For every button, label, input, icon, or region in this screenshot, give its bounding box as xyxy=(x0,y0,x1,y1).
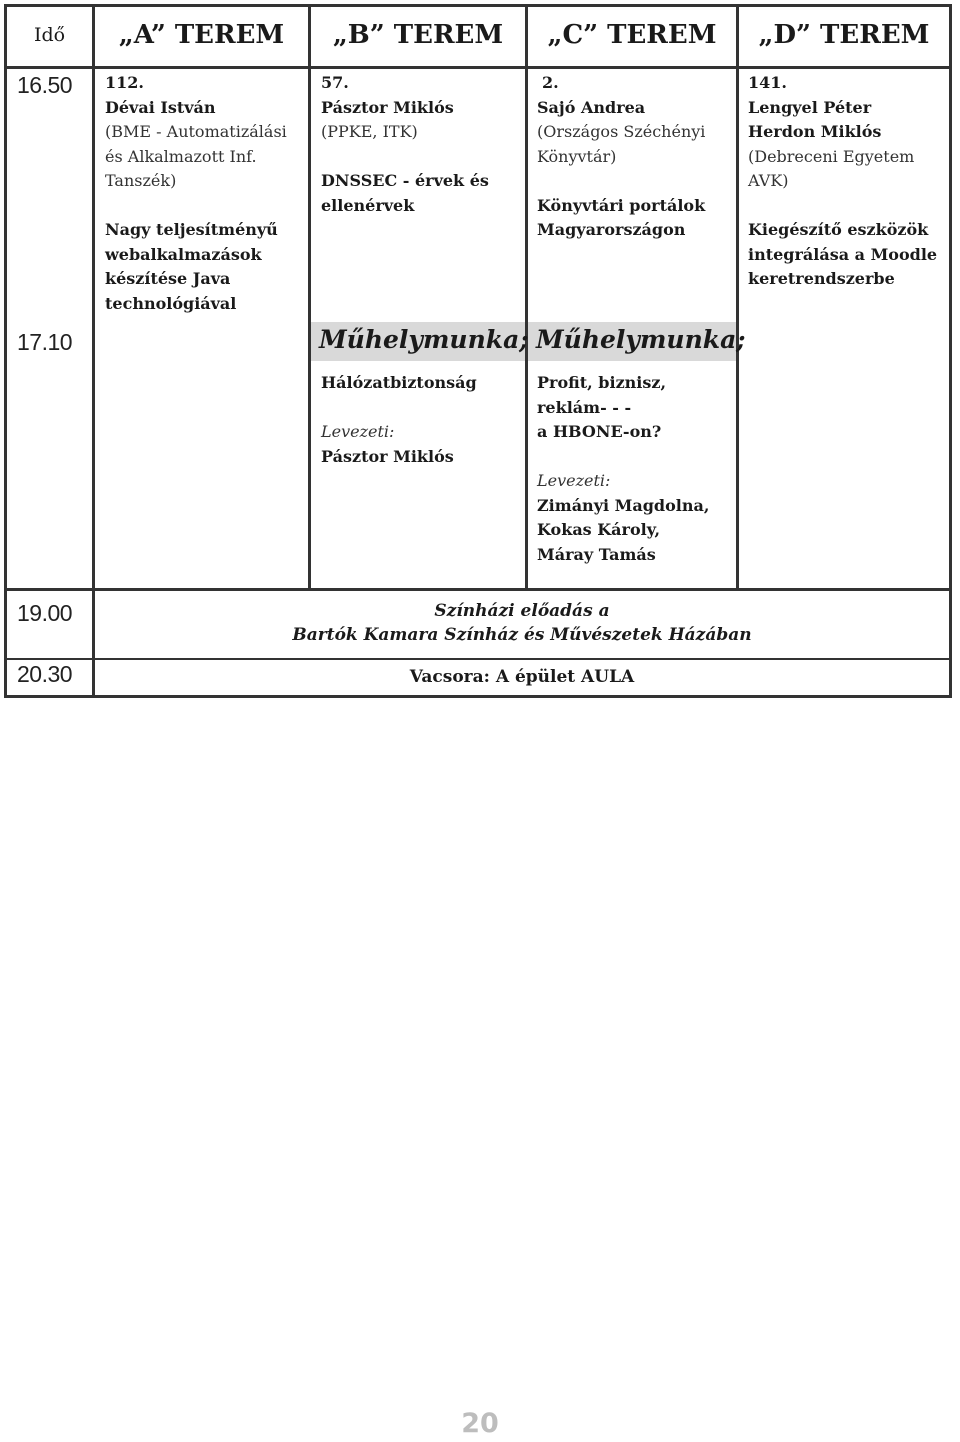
talk-title-line: webalkalmazások xyxy=(105,244,262,264)
col-divider-ab xyxy=(308,7,311,588)
header-room-a: „A” TEREM xyxy=(118,20,285,50)
time-slot-1: 16.50 xyxy=(17,72,73,98)
workshop-topic: reklám- - - xyxy=(537,397,632,417)
workshop-b xyxy=(321,371,521,469)
workshop-topic: Hálózatbiztonság xyxy=(321,373,477,392)
workshop-topic: Profit, biznisz, xyxy=(537,373,667,392)
lead-name: Máray Tamás xyxy=(537,544,656,564)
session-a xyxy=(105,71,305,316)
talk-title-line: integrálása a Moodle xyxy=(748,244,938,264)
affiliation-line: (BME - Automatizálási xyxy=(105,122,287,141)
affiliation-line: (Debreceni Egyetem xyxy=(748,146,915,166)
speaker-name: Sajó Andrea xyxy=(537,97,646,117)
affiliation-line: AVK) xyxy=(748,171,789,190)
talk-title-line: technológiával xyxy=(105,293,237,313)
speaker-name: Pásztor Miklós xyxy=(321,97,454,117)
session-c xyxy=(537,71,733,243)
session-d xyxy=(748,71,947,292)
evening-line: Színházi előadás a xyxy=(434,601,610,621)
header-room-c: „C” TEREM xyxy=(547,20,717,50)
header-room-d: „D” TEREM xyxy=(758,20,930,50)
time-slot-4: 20.30 xyxy=(17,661,73,687)
affiliation-line: és Alkalmazott Inf. xyxy=(105,146,257,166)
evening-line: Bartók Kamara Színház és Művészetek Házában xyxy=(292,625,752,645)
talk-title-line: Nagy teljesítményű xyxy=(105,220,278,239)
col-divider-bc xyxy=(525,7,528,588)
time-slot-3: 19.00 xyxy=(17,600,73,626)
lead-label: Levezeti: xyxy=(321,422,395,441)
workshop-c xyxy=(537,371,733,567)
workshop-label-c: Műhelymunka; xyxy=(536,325,746,354)
workshop-topic: a HBONE-on? xyxy=(537,422,662,441)
slot2-divider xyxy=(7,588,949,591)
lead-name: Kokas Károly, xyxy=(537,520,661,539)
slot3-divider xyxy=(7,658,949,660)
speaker-name: Dévai István xyxy=(105,97,216,117)
talk-title-line: Magyarországon xyxy=(537,220,686,239)
affiliation-line: Könyvtár) xyxy=(537,146,617,166)
talk-title-line: készítése Java xyxy=(105,269,231,288)
header-divider xyxy=(7,66,949,69)
speaker-name: Lengyel Péter xyxy=(748,97,872,117)
session-number: 57. xyxy=(321,73,349,92)
lead-name: Pásztor Miklós xyxy=(321,446,454,466)
talk-title-line: Könyvtári portálok xyxy=(537,195,706,215)
page-number: 20 xyxy=(461,1408,499,1439)
header-room-b: „B” TEREM xyxy=(332,20,504,50)
talk-title-line: keretrendszerbe xyxy=(748,269,895,288)
affiliation-line: (Országos Széchényi xyxy=(537,122,706,141)
affiliation-line: (PPKE, ITK) xyxy=(321,122,418,141)
schedule-table xyxy=(4,4,952,698)
col-divider-time xyxy=(92,7,95,695)
time-slot-2: 17.10 xyxy=(17,329,73,355)
session-number: 112. xyxy=(105,73,144,92)
talk-title-line: DNSSEC - érvek és xyxy=(321,171,489,190)
col-divider-cd xyxy=(736,7,739,588)
dinner-program: Vacsora: A épület AULA xyxy=(409,667,635,687)
evening-program xyxy=(95,599,949,647)
session-number: 141. xyxy=(748,73,787,92)
talk-title-line: ellenérvek xyxy=(321,195,415,215)
header-time-label: Idő xyxy=(33,24,66,46)
talk-title-line: Kiegészítő eszközök xyxy=(748,220,929,239)
speaker-name: Herdon Miklós xyxy=(748,122,882,141)
session-b xyxy=(321,71,521,218)
affiliation-line: Tanszék) xyxy=(105,171,177,190)
lead-label: Levezeti: xyxy=(537,471,611,490)
lead-name: Zimányi Magdolna, xyxy=(537,495,710,515)
session-number: 2. xyxy=(542,73,559,92)
workshop-label-b: Műhelymunka; xyxy=(319,325,529,354)
